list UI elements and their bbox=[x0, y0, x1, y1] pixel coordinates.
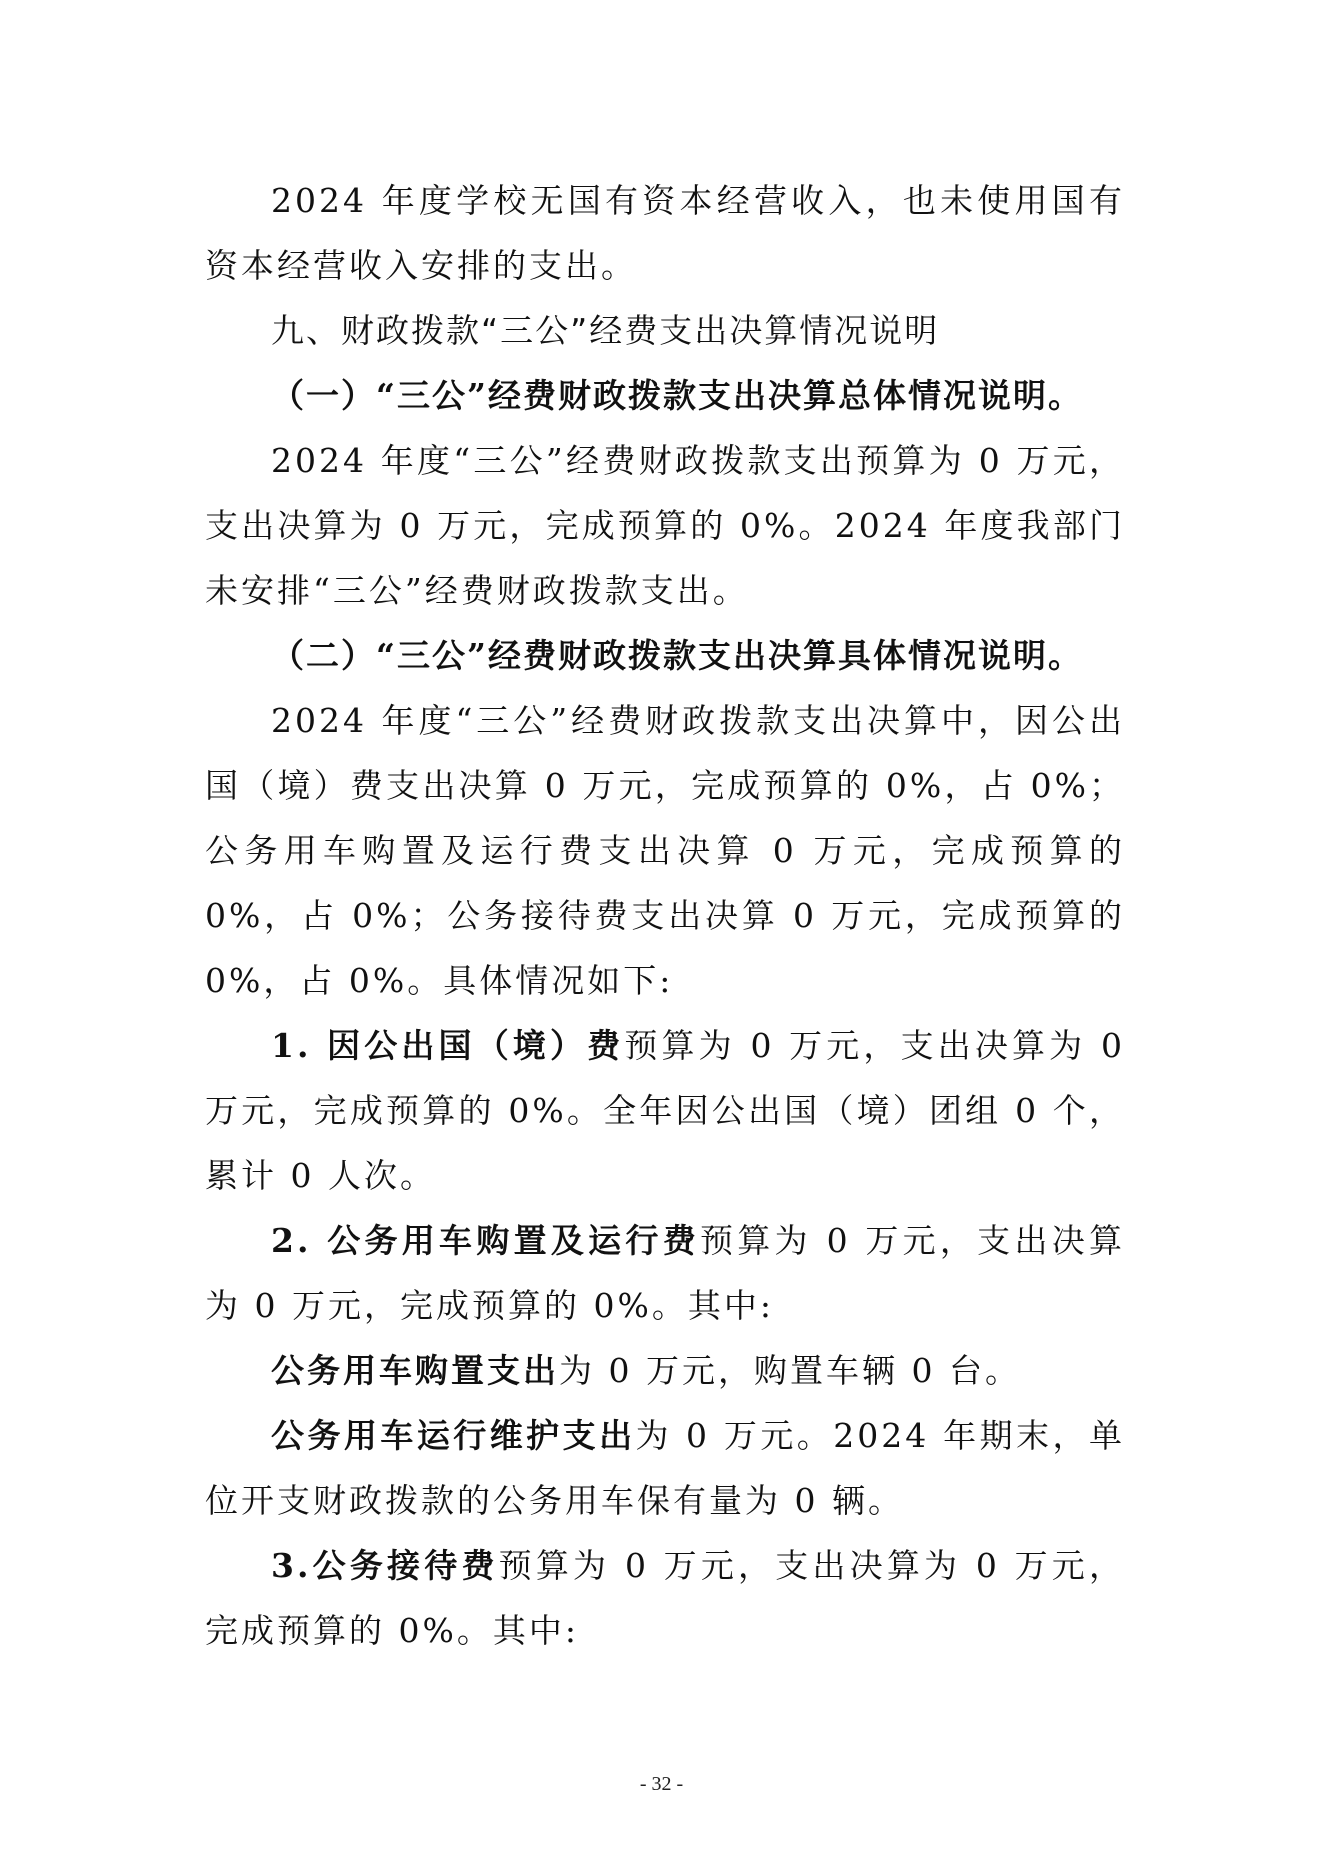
item-vehicle-text: 预算为 0 万元，支出决算为 0 万元，完成预算的 0%。其中: bbox=[205, 1221, 1125, 1325]
paragraph-state-capital: 2024 年度学校无国有资本经营收入，也未使用国有资本经营收入安排的支出。 bbox=[205, 181, 1125, 285]
paragraph-overall: 2024 年度“三公”经费财政拨款支出预算为 0 万元，支出决算为 0 万元，完成预算的 0%。2024 年度我部门未安排“三公”经费财政拨款支出。 bbox=[205, 441, 1125, 610]
item-vehicle-operation-text: 为 0 万元。2024 年期末，单位开支财政拨款的公务用车保有量为 0 辆。 bbox=[205, 1416, 1125, 1520]
item-vehicle-operation-label: 公务用车运行维护支出 bbox=[271, 1416, 636, 1455]
item-vehicle-purchase bbox=[205, 1338, 1125, 1403]
item-overseas-label: 1. 因公出国（境）费 bbox=[271, 1026, 625, 1065]
item-overseas bbox=[205, 1013, 1125, 1208]
item-vehicle-purchase-label: 公务用车购置支出 bbox=[271, 1351, 559, 1390]
subheading-detail: （二）“三公”经费财政拨款支出决算具体情况说明。 bbox=[271, 636, 1083, 675]
page-number: - 32 - bbox=[639, 1773, 684, 1795]
section-heading-nine: 九、财政拨款“三公”经费支出决算情况说明 bbox=[271, 311, 940, 350]
item-vehicle bbox=[205, 1208, 1125, 1338]
item-vehicle-label: 2. 公务用车购置及运行费 bbox=[271, 1221, 700, 1260]
subheading-overall: （一）“三公”经费财政拨款支出决算总体情况说明。 bbox=[271, 376, 1083, 415]
item-reception-text: 预算为 0 万元，支出决算为 0 万元，完成预算的 0%。其中: bbox=[205, 1546, 1126, 1650]
item-reception bbox=[205, 1533, 1125, 1663]
document-body bbox=[205, 168, 1125, 1663]
item-vehicle-purchase-text: 为 0 万元，购置车辆 0 台。 bbox=[559, 1351, 1021, 1390]
item-vehicle-operation bbox=[205, 1403, 1125, 1533]
paragraph-detail: 2024 年度“三公”经费财政拨款支出决算中，因公出国（境）费支出决算 0 万元，完成预算的 0%，占 0%；公务用车购置及运行费支出决算 0 万元，完成预算的 0%，占 0%；公务接待费支出决算 0 万元，完成预算的 0%，占 0%。具体情况如下: bbox=[205, 701, 1125, 1000]
item-overseas-text: 预算为 0 万元，支出决算为 0 万元，完成预算的 0%。全年因公出国（境）团组 0 个，累计 0 人次。 bbox=[205, 1026, 1125, 1195]
item-reception-label: 3.公务接待费 bbox=[271, 1546, 499, 1585]
